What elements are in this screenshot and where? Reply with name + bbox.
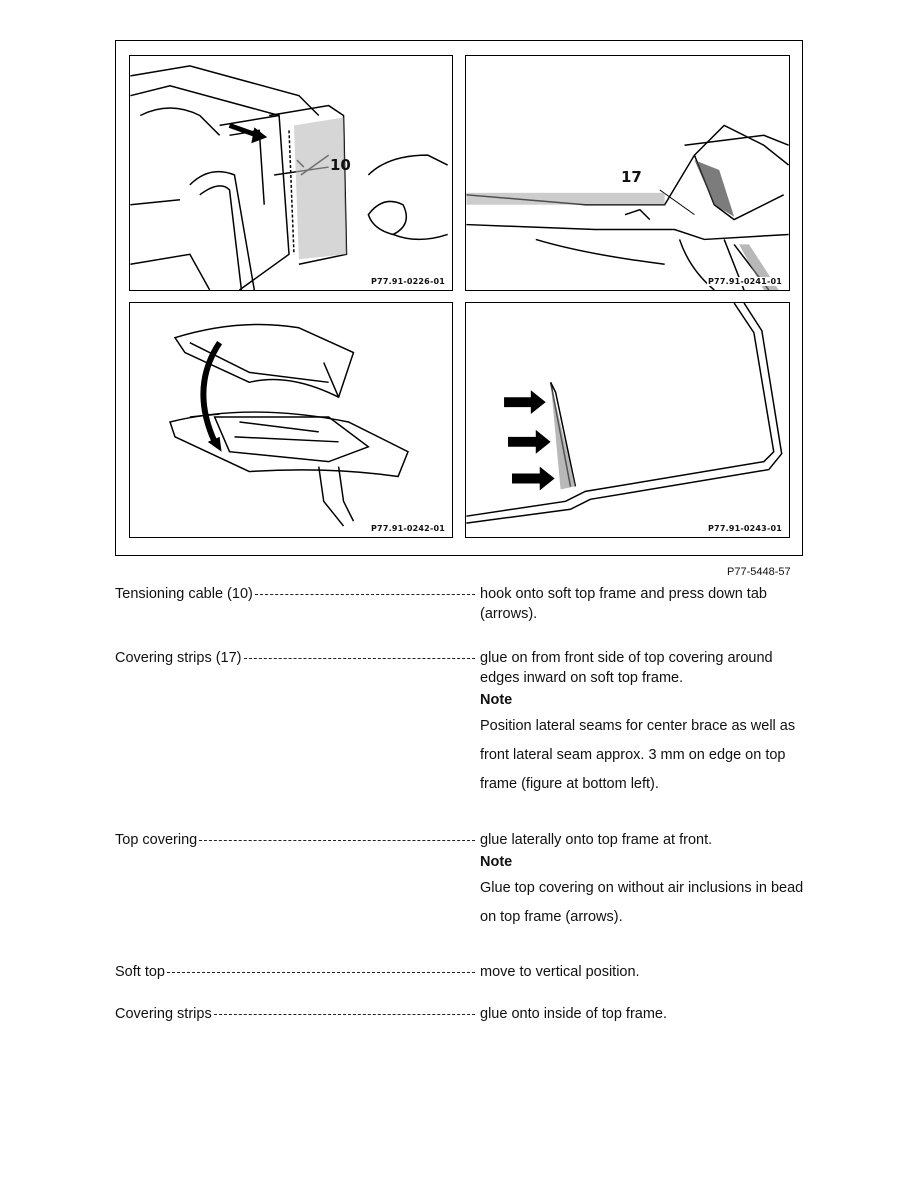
figure-panel-tensioning-cable (129, 55, 453, 291)
note-title: Note (480, 854, 513, 870)
panel-code: P77.91-0243-01 (707, 524, 782, 533)
leader-dots (167, 972, 475, 973)
panel-code: P77.91-0226-01 (370, 277, 445, 286)
figure-panel-covering-strips (465, 55, 790, 291)
top-frame-bead-illustration (466, 303, 789, 537)
figure-panel-soft-top-frame (129, 302, 453, 538)
soft-top-frame-illustration (130, 303, 452, 537)
leader-dots (199, 840, 475, 841)
callout-10: 10 (330, 156, 351, 174)
figure-panel-top-frame-bead (465, 302, 790, 538)
step-description: glue onto inside of top frame. (480, 1006, 668, 1022)
step-label: Top covering (115, 832, 198, 848)
callout-17: 17 (621, 168, 642, 186)
step-label: Soft top (115, 964, 165, 980)
step-description: glue on from front side of top covering around edges inward on soft top frame. (480, 650, 773, 686)
step-description: hook onto soft top frame and press down tab (arrows). (480, 586, 767, 622)
step-label: Covering strips (17) (115, 650, 242, 666)
step-description: move to vertical position. (480, 964, 640, 980)
note-body: Position lateral seams for center brace as well as front lateral seam approx. 3 mm on edge on top frame (figure at bottom left). (480, 718, 796, 792)
tensioning-cable-illustration (130, 56, 452, 290)
leader-dots (244, 658, 475, 659)
panel-code: P77.91-0242-01 (370, 524, 445, 533)
panel-code: P77.91-0241-01 (707, 277, 782, 286)
step-description: glue laterally onto top frame at front. (480, 832, 713, 848)
note-title: Note (480, 692, 513, 708)
step-label: Covering strips (115, 1006, 212, 1022)
figure-reference: P77-5448-57 (727, 566, 791, 578)
step-label: Tensioning cable (10) (115, 586, 253, 602)
figure-frame (115, 40, 803, 556)
leader-dots (214, 1014, 475, 1015)
leader-dots (255, 594, 475, 595)
note-body: Glue top covering on without air inclusions in bead on top frame (arrows). (480, 880, 804, 925)
